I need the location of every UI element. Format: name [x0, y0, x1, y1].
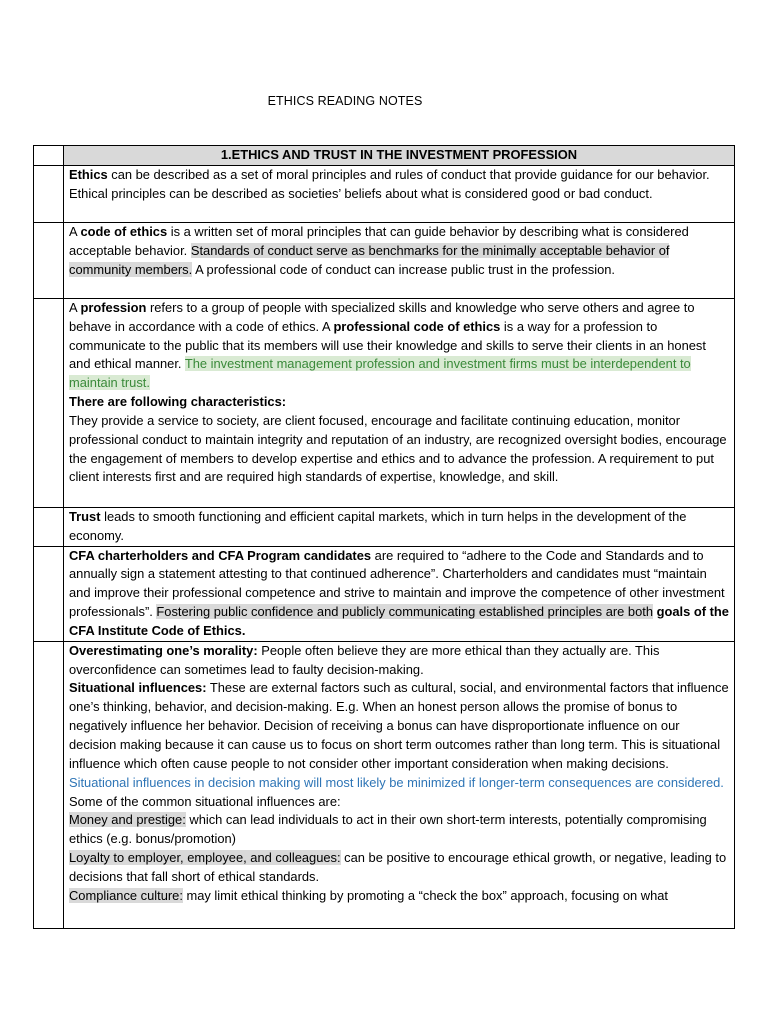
- influence-label-loyalty: Loyalty to employer, employee, and colleagues:: [69, 850, 341, 866]
- characteristics-heading: There are following characteristics:: [69, 394, 287, 410]
- row-number-cell: [34, 546, 64, 641]
- influence-text-loyalty: can be positive to encourage ethical growth, or negative, leading to decisions that fall short of ethical standards.: [69, 850, 727, 884]
- influence-label-money: Money and prestige:: [69, 812, 186, 828]
- profession-note: [64, 298, 735, 507]
- term-professional-code: professional code of ethics: [333, 318, 501, 334]
- profession-lead: A: [69, 299, 81, 315]
- cfa-note: [64, 546, 735, 641]
- term-profession: profession: [80, 299, 147, 315]
- document-title: ETHICS READING NOTES: [267, 94, 423, 108]
- code-text-end: A professional code of conduct can increase public trust in the profession.: [192, 261, 615, 277]
- profession-text: refers to a group of people with specialized skills and knowledge who serve others and agree to behave in accordance with a code of ethics. A: [69, 299, 695, 334]
- table-row: [34, 165, 735, 222]
- table-row: [34, 641, 735, 928]
- profession-text-2: is a way for a profession to communicate to the public that its members will use their knowledge and skills to serve their clients in an honest and ethical manner.: [69, 318, 706, 372]
- table-row: [34, 507, 735, 546]
- highlight-standards: Standards of conduct serve as benchmarks for the minimally acceptable behavior of community members.: [69, 242, 670, 277]
- trust-note: [64, 507, 735, 546]
- influence-label-compliance: Compliance culture:: [69, 887, 183, 903]
- row-number-cell: [34, 641, 64, 928]
- influences-note: [64, 641, 735, 928]
- situational-key-point: Situational influences in decision making will most likely be minimized if longer-term consequences are considered.: [69, 774, 724, 790]
- row-number-cell: [34, 165, 64, 222]
- influences-list-intro: Some of the common situational influences are:: [69, 793, 341, 809]
- overestimating-text: People often believe they are more ethical than they actually are. This overconfidence can sometimes lead to faulty decision-making.: [69, 642, 660, 677]
- term-cfa-candidates: CFA charterholders and CFA Program candidates: [69, 547, 372, 563]
- term-overestimating: Overestimating one’s morality:: [69, 642, 258, 658]
- section-header: 1.ETHICS AND TRUST IN THE INVESTMENT PROFESSION: [64, 146, 735, 166]
- table-row: [34, 546, 735, 641]
- influence-text-money: which can lead individuals to act in their own short-term interests, potentially compromising ethics (e.g. bonus/promotion): [69, 812, 707, 847]
- term-code-of-ethics: code of ethics: [80, 223, 168, 239]
- row-number-cell: [34, 222, 64, 298]
- influence-text-compliance: may limit ethical thinking by promoting a “check the box” approach, focusing on what: [182, 887, 669, 903]
- term-trust: Trust: [69, 508, 101, 524]
- row-number-cell: [34, 146, 64, 166]
- table-row: [34, 298, 735, 507]
- term-ethics: Ethics: [69, 166, 108, 182]
- code-of-ethics-note: [64, 222, 735, 298]
- table-row: [34, 146, 735, 166]
- highlight-interdependent: The investment management profession and investment firms must be interdependent to maintain trust.: [69, 356, 691, 391]
- row-number-cell: [34, 298, 64, 507]
- characteristics-text: They provide a service to society, are client focused, encourage and facilitate continuing education, monitor professional conduct to maintain integrity and reputation of an industry, are recognized oversight bodies, encourage the engagement of members to develop expertise and ethics and to advance the profession. A requirement to put client interests first and are required high standards of expertise, knowledge, and skill.: [69, 412, 727, 485]
- cfa-text: are required to “adhere to the Code and Standards and to annually sign a statement attesting to that continued adherence”. Charterholders and candidates must “maintain and improve their professional competence and strive to maintain and improve the competence of other investment professionals”.: [69, 547, 725, 620]
- highlight-public-confidence: Fostering public confidence and publicly communicating established principles are both: [156, 604, 653, 620]
- row-number-cell: [34, 507, 64, 546]
- table-row: [34, 222, 735, 298]
- notes-table: [33, 145, 735, 929]
- term-cfa-goals: goals of the CFA Institute Code of Ethics.: [69, 604, 729, 638]
- code-text: is a written set of moral principles that can guide behavior by describing what is considered acceptable behavior.: [69, 223, 689, 258]
- situational-text: These are external factors such as cultural, social, and environmental factors that influence one’s thinking, behavior, and decision-making. E.g. When an honest person allows the promise of bonus to negatively influence her behavior. Decision of receiving a bonus can have disproportionate influence on our decision making because it can cause us to focus on short term outcomes rather than long term. This is situational influence which often cause people to not consider other important consideration when making decisions.: [69, 680, 729, 771]
- term-situational: Situational influences:: [69, 680, 207, 696]
- trust-text: leads to smooth functioning and efficient capital markets, which in turn helps in the development of the economy.: [69, 508, 687, 543]
- code-lead: A: [69, 223, 81, 239]
- ethics-note: [64, 165, 735, 222]
- ethics-text: can be described as a set of moral principles and rules of conduct that provide guidance for our behavior. Ethical principles can be described as societies’ beliefs about what is considered good or bad conduct.: [69, 166, 710, 201]
